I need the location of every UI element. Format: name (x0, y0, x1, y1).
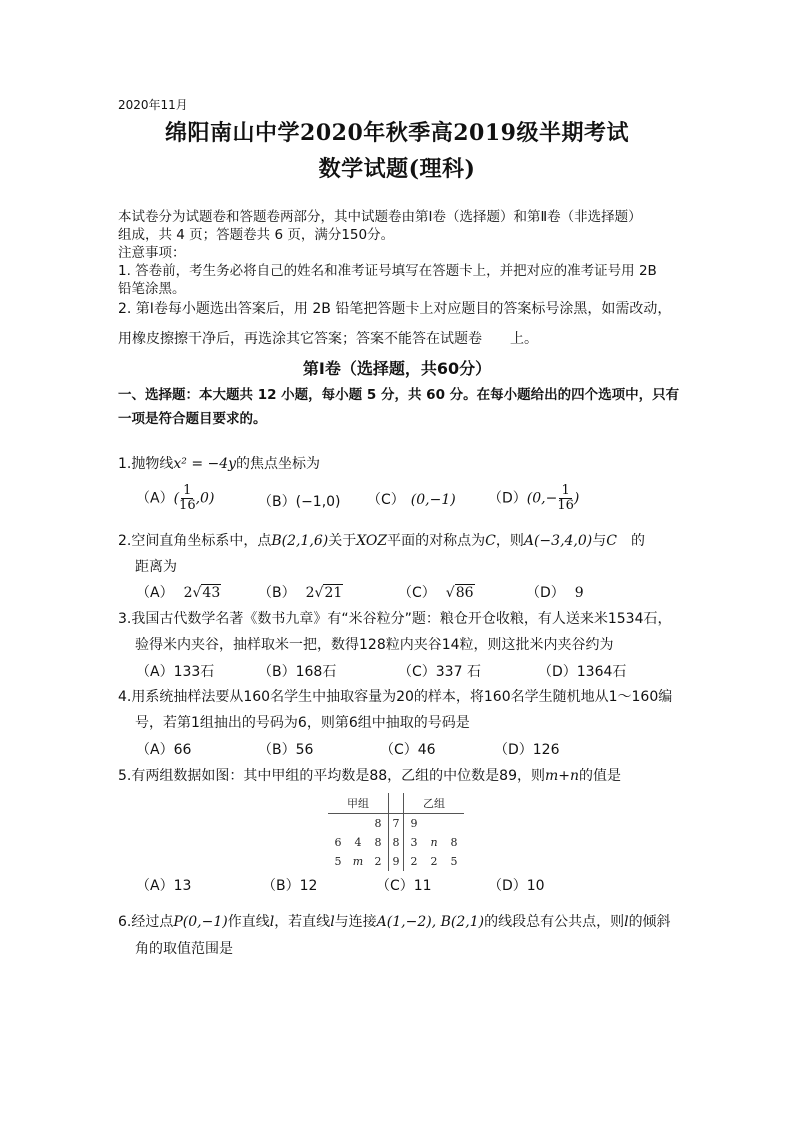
q1-a-label: （A） (136, 490, 174, 507)
note-2-line-2: 用橡皮擦擦干净后，再选涂其它答案；答案不能答在试题卷 上。 (118, 331, 538, 347)
q1-a-fraction (179, 484, 196, 513)
q6-line-l-2: l (330, 914, 335, 930)
q2-point-c-2: C (606, 533, 617, 549)
q1-a-den: 16 (179, 498, 196, 513)
q2-line-2: 距离为 (135, 559, 177, 575)
q4-option-d: （D）126 (494, 742, 560, 758)
q1-d-num: 1 (561, 483, 570, 498)
q2-d-label: （D） (526, 585, 565, 601)
intro-line-2: 组成，共 4 页；答题卷共 6 页，满分150分。 (118, 227, 395, 243)
q2-c-value: √86 (445, 585, 474, 601)
table-row (328, 833, 464, 852)
section-instructions-1 (118, 386, 679, 404)
q1-d-den: 16 (557, 498, 574, 513)
q3-option-a: （A）133石 (136, 664, 215, 680)
q6-text-f: 的倾斜 (628, 914, 671, 930)
exam-title: 绵阳南山中学2020年秋季高2019级半期考试 (165, 120, 629, 146)
q1-option-c (367, 489, 456, 509)
q2-text-c: 平面的对称点为 (387, 533, 486, 549)
q6-text-b: 作直线 (227, 914, 270, 930)
q5-option-b: （B）12 (262, 878, 318, 894)
exam-subtitle: 数学试题(理科) (318, 156, 476, 182)
table-cell: 5 (334, 855, 342, 868)
section-title: 第Ⅰ卷（选择题，共60分） (302, 359, 492, 378)
q1-option-d (488, 484, 579, 513)
q1-prefix: 1.抛物线 (118, 456, 174, 472)
q6-text-e: 的线段总有公共点，则 (484, 914, 625, 930)
q2-text-f: 的 (616, 533, 645, 549)
stem-leaf-table (328, 793, 464, 871)
table-cell (328, 814, 348, 834)
q1-a-num: 1 (183, 483, 192, 498)
table-cell: 4 (354, 836, 362, 849)
q2-a-rad: 43 (202, 585, 221, 601)
q5-option-d: （D）10 (488, 878, 545, 894)
notes-title: 注意事项： (118, 245, 186, 261)
q5-option-a: （A）13 (136, 878, 192, 894)
q1-d-post: ) (573, 490, 580, 507)
q2-c-rad: 86 (455, 585, 474, 601)
intro-line-1: 本试卷分为试题卷和答题卷两部分，其中试题卷由第Ⅰ卷（选择题）和第Ⅱ卷（非选择题） (118, 209, 642, 225)
question-6 (118, 911, 671, 931)
q1-option-b: （B）(−1,0) (258, 494, 341, 510)
table-header-left: 甲组 (328, 793, 389, 814)
q6-points-ab: A(1,−2), B(2,1) (376, 914, 485, 930)
question-1 (118, 453, 320, 473)
q3-option-c: （C）337 石 (398, 664, 481, 680)
q2-point-c: C (485, 533, 496, 549)
table-cell: 8 (450, 836, 458, 849)
q2-option-d (526, 582, 584, 602)
q3-option-d: （D）1364石 (538, 664, 627, 680)
q1-suffix: 的焦点坐标为 (236, 456, 321, 472)
q1-c-label: （C） (367, 492, 405, 508)
question-4-line-1: 4.用系统抽样法要从160名学生中抽取容量为20的样本，将160名学生随机地从1～160编 (118, 689, 673, 705)
q2-option-b (258, 582, 343, 602)
q3-option-b: （B）168石 (258, 664, 337, 680)
q2-text-e: 与 (592, 533, 607, 549)
table-cell: 8 (374, 817, 382, 830)
q5-expression: m+n (545, 768, 580, 784)
q2-b-value: 2√21 (305, 585, 343, 601)
note-1-line-1: 1. 答卷前，考生务必将自己的姓名和准考证号填写在答题卡上，并把对应的准考证号用 2B (118, 263, 657, 279)
q6-text-a: 6.经过点 (118, 914, 174, 930)
table-cell: 3 (410, 836, 418, 849)
section-instructions-label: 一、选择题： (118, 387, 199, 403)
table-stem-cell: 7 (389, 814, 404, 834)
table-row (328, 814, 464, 834)
q6-point-p: P(0,−1) (173, 914, 228, 930)
table-cell: n (430, 836, 438, 849)
q2-text-a: 2.空间直角坐标系中，点 (118, 533, 272, 549)
table-cell: 2 (430, 855, 438, 868)
q2-point-b: B(2,1,6) (271, 533, 329, 549)
q6-line-l-3: l (624, 914, 629, 930)
question-3-line-1: 3.我国古代数学名著《数书九章》有“米谷粒分”题：粮仓开仓收粮，有人送来米1534石， (118, 611, 672, 627)
table-cell: m (352, 855, 364, 868)
q6-text-d: 与连接 (334, 914, 377, 930)
table-cell: 6 (334, 836, 342, 849)
q2-d-value: 9 (574, 585, 584, 601)
q1-a-pre: ( (173, 490, 180, 507)
q2-point-a: A(−3,4,0) (523, 533, 593, 549)
q2-b-coef: 2 (305, 585, 315, 601)
q1-d-label: （D） (488, 490, 527, 507)
question-6-line-2: 角的取值范围是 (135, 941, 233, 957)
table-header-right: 乙组 (404, 793, 465, 814)
table-cell (444, 814, 464, 834)
question-3-line-2: 验得米内夹谷，抽样取米一把，数得128粒内夹谷14粒，则这批米内夹谷约为 (135, 637, 614, 653)
q6-text-c: ，若直线 (274, 914, 331, 930)
q6-line-l: l (269, 914, 275, 930)
q2-a-value: 2√43 (183, 585, 221, 601)
note-1-line-2: 铅笔涂黑。 (118, 281, 186, 297)
table-cell: 9 (410, 817, 418, 830)
q2-text-d: ，则 (495, 533, 524, 549)
section-instructions-text: 本大题共 12 小题，每小题 5 分，共 60 分。在每小题给出的四个选项中，只有 (199, 387, 680, 403)
q4-option-b: （B）56 (258, 742, 314, 758)
q5-option-c: （C）11 (376, 878, 432, 894)
table-cell: 2 (374, 855, 382, 868)
table-cell: 2 (410, 855, 418, 868)
note-2-line-1: 2. 第Ⅰ卷每小题选出答案后，用 2B 铅笔把答题卡上对应题目的答案标号涂黑，如需改动， (118, 301, 672, 317)
table-row (328, 852, 464, 871)
q2-a-label: （A） (136, 585, 174, 601)
q2-plane: XOZ (356, 533, 388, 549)
q1-d-pre: (0,− (526, 490, 558, 507)
q2-c-label: （C） (398, 585, 436, 601)
table-cell: 8 (374, 836, 382, 849)
table-stem-cell: 8 (389, 833, 404, 852)
q1-equation: x² = −4y (173, 456, 237, 472)
question-5 (118, 765, 621, 785)
question-4-line-2: 号，若第1组抽出的号码为6，则第6组中抽取的号码是 (135, 715, 470, 731)
section-instructions-2: 一项是符合题目要求的。 (118, 411, 267, 427)
q2-option-a (136, 582, 221, 602)
q5-text-a: 5.有两组数据如图：其中甲组的平均数是88，乙组的中位数是89，则 (118, 768, 545, 784)
q1-c-value: (0,−1) (410, 492, 456, 508)
q1-option-a (136, 484, 214, 513)
table-cell: 5 (450, 855, 458, 868)
q1-d-fraction (557, 484, 574, 513)
q2-text-b: 关于 (328, 533, 357, 549)
q5-text-b: 的值是 (579, 768, 622, 784)
table-stem-cell: 9 (389, 852, 404, 871)
q1-a-post: ,0) (195, 490, 215, 507)
exam-date: 2020年11月 (118, 98, 188, 112)
q2-a-coef: 2 (183, 585, 193, 601)
table-cell (424, 814, 444, 834)
q2-b-rad: 21 (324, 585, 343, 601)
q2-b-label: （B） (258, 585, 296, 601)
q2-option-c (398, 582, 475, 602)
q4-option-a: （A）66 (136, 742, 192, 758)
q4-option-c: （C）46 (380, 742, 436, 758)
table-cell (348, 814, 368, 834)
question-2 (118, 530, 645, 550)
table-header-stem (389, 793, 404, 814)
